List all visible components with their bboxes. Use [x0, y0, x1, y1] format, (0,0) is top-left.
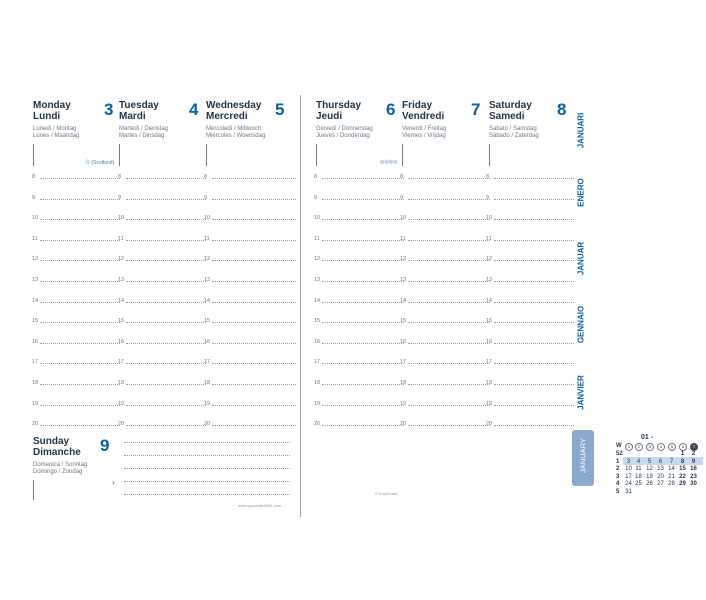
day-name-en: Thursday	[316, 100, 362, 111]
hour-label: 16	[204, 338, 211, 345]
mini-calendar-day[interactable]: 3	[626, 458, 631, 465]
mini-calendar-day[interactable]: 25	[635, 481, 642, 488]
hour-line[interactable]	[408, 281, 490, 282]
mini-calendar-day[interactable]: 27	[657, 481, 664, 488]
right-page	[300, 0, 697, 600]
week-header: W	[616, 443, 622, 449]
sunday-line[interactable]	[124, 468, 290, 469]
hour-label: 20	[32, 421, 39, 428]
hour-line[interactable]	[408, 199, 490, 200]
day-name-fr: Mardi	[119, 111, 146, 122]
day-name-fr: Lundi	[33, 111, 61, 122]
hour-line[interactable]	[322, 302, 404, 303]
hour-line[interactable]	[322, 281, 404, 282]
hour-label: 19	[32, 400, 39, 407]
mini-calendar-day[interactable]: 23	[690, 473, 697, 480]
hour-line[interactable]	[322, 260, 404, 261]
weekday-circle: 5	[668, 443, 676, 451]
hour-label: 10	[118, 215, 125, 222]
mini-calendar-day[interactable]: 11	[635, 466, 642, 473]
hour-line[interactable]	[408, 363, 490, 364]
hour-label: 15	[32, 318, 39, 325]
hour-label: 11	[486, 235, 492, 242]
mini-calendar-day[interactable]: 20	[657, 473, 664, 480]
hour-label: 17	[400, 359, 407, 366]
month-tab-january[interactable]	[572, 430, 594, 486]
hour-line[interactable]	[126, 363, 206, 364]
hour-label: 16	[314, 338, 321, 345]
note-bracket	[33, 480, 34, 500]
hour-label: 18	[486, 380, 493, 386]
hour-label: 8	[400, 174, 404, 180]
hour-line[interactable]	[322, 343, 404, 344]
day-translations-1: Lunedì / Montag	[33, 126, 77, 132]
mini-calendar-day[interactable]: 5	[647, 458, 652, 465]
hour-label: 18	[400, 380, 407, 386]
weekday-circle: 6	[679, 443, 687, 451]
day-translations-2: Sábado / Zaterdag	[489, 133, 539, 139]
week-number: 52	[616, 451, 623, 457]
day-translations-2: Jueves / Donderdag	[316, 133, 370, 139]
day-translations-1: Venerdì / Freitag	[402, 126, 447, 132]
hour-label: 17	[204, 359, 211, 366]
hour-line[interactable]	[40, 425, 120, 426]
hour-label: 14	[486, 297, 493, 304]
hour-label: 9	[118, 194, 122, 201]
note-bracket	[33, 144, 34, 166]
mini-calendar-day[interactable]: 24	[625, 481, 632, 488]
footer-url: www.quovadis2004.com	[238, 503, 282, 508]
hour-line[interactable]	[126, 219, 206, 220]
hour-line[interactable]	[494, 281, 574, 282]
hour-line[interactable]	[40, 178, 120, 179]
hour-label: 19	[204, 400, 211, 407]
hour-label: 12	[486, 256, 493, 263]
holiday-note: Ⓑ (Scotland)	[85, 160, 115, 166]
hour-label: 12	[400, 256, 407, 263]
hour-label: 20	[314, 421, 321, 428]
hour-label: 10	[486, 215, 493, 222]
hour-label: 11	[204, 235, 210, 242]
month-label-de: JANUAR	[576, 241, 586, 276]
hour-line[interactable]	[40, 281, 120, 282]
mini-calendar-day[interactable]: 28	[668, 481, 675, 488]
day-name-fr: Vendredi	[402, 111, 445, 122]
note-bracket	[206, 144, 207, 166]
month-label-nl: JANUARI	[576, 112, 586, 149]
day-translations-1: Domenica / Sonntag	[33, 462, 88, 468]
hour-line[interactable]	[40, 363, 120, 364]
sunday-line[interactable]	[124, 481, 290, 482]
note-bracket	[119, 144, 120, 166]
mini-calendar-title: 01 -	[641, 434, 654, 441]
mini-calendar-row	[616, 489, 706, 497]
mini-calendar-day[interactable]: 19	[646, 473, 653, 480]
month-tab-label: JANUARY	[578, 438, 588, 473]
day-name-fr: Jeudi	[316, 111, 343, 122]
hour-line[interactable]	[212, 199, 296, 200]
day-number: 6	[386, 100, 396, 119]
hour-label: 12	[314, 256, 321, 263]
week-number: 1	[616, 458, 620, 465]
hour-line[interactable]	[322, 219, 404, 220]
hour-line[interactable]	[126, 240, 206, 241]
hour-label: 10	[400, 215, 407, 222]
hour-label: 18	[118, 380, 125, 386]
day-translations-2: Domingo / Zondag	[33, 469, 83, 475]
hour-line[interactable]	[494, 405, 574, 406]
mini-calendar-day[interactable]: 29	[679, 481, 686, 488]
hour-line[interactable]	[126, 322, 206, 323]
hour-line[interactable]	[494, 343, 574, 344]
mini-calendar-day[interactable]: 8	[680, 458, 685, 465]
hour-line[interactable]	[322, 240, 404, 241]
month-label-es: ENERO	[576, 178, 586, 207]
mini-calendar-day[interactable]: 31	[625, 489, 632, 495]
hour-label: 13	[400, 277, 407, 283]
day-translations-1: Sabato / Samstag	[489, 126, 537, 132]
day-translations-1: Giovedì / Donnerstag	[316, 126, 373, 132]
hour-label: 16	[486, 338, 493, 345]
day-name-fr: Samedi	[489, 111, 525, 122]
month-label-fr: JANVIER	[576, 375, 586, 410]
day-number: 9	[100, 436, 110, 455]
hour-line[interactable]	[494, 178, 574, 179]
hour-line[interactable]	[408, 425, 490, 426]
hour-line[interactable]	[40, 343, 120, 344]
hour-label: 14	[400, 297, 407, 304]
hour-label: 13	[118, 277, 125, 283]
mini-calendar-day[interactable]: 30	[690, 481, 697, 488]
week-number: 5	[616, 489, 620, 495]
hour-line[interactable]	[40, 384, 120, 385]
hour-label: 12	[204, 256, 211, 263]
hour-label: 15	[204, 318, 211, 325]
weekday-circle: 1	[625, 443, 633, 451]
month-label-it: GENNAIO	[576, 305, 586, 344]
hour-line[interactable]	[408, 322, 490, 323]
hour-line[interactable]	[322, 405, 404, 406]
hour-line[interactable]	[212, 384, 296, 385]
mini-calendar-day[interactable]: 26	[646, 481, 653, 488]
hour-label: 14	[118, 297, 125, 304]
hour-label: 20	[204, 421, 211, 428]
hour-label: 20	[118, 421, 125, 428]
day-translations-2: Martes / Dinsdag	[119, 133, 165, 139]
hour-label: 10	[32, 215, 39, 222]
hour-line[interactable]	[408, 240, 490, 241]
hour-label: 15	[486, 318, 493, 325]
mini-calendar-day[interactable]: 10	[625, 466, 632, 473]
hour-line[interactable]	[212, 219, 296, 220]
day-translations-2: Lunes / Maandag	[33, 133, 80, 139]
hour-label: 11	[32, 235, 38, 242]
day-name-en: Saturday	[489, 100, 532, 111]
hour-label: 20	[400, 421, 407, 428]
day-name-en: Sunday	[33, 436, 70, 447]
hour-line[interactable]	[40, 260, 120, 261]
hour-label: 19	[486, 400, 493, 407]
hour-label: 14	[204, 297, 211, 304]
weekday-circle: 3	[646, 443, 654, 451]
hour-label: 8	[486, 174, 490, 180]
hour-label: 17	[314, 359, 321, 366]
hour-label: 18	[32, 380, 39, 386]
hour-line[interactable]	[494, 363, 574, 364]
hour-line[interactable]	[212, 363, 296, 364]
hour-label: 13	[314, 277, 321, 283]
mini-calendar-day[interactable]: 13	[657, 466, 664, 473]
hour-line[interactable]	[322, 199, 404, 200]
day-sunday[interactable]	[33, 436, 123, 500]
hour-line[interactable]	[212, 425, 296, 426]
hour-line[interactable]	[408, 260, 490, 261]
hour-line[interactable]	[212, 178, 296, 179]
hour-line[interactable]	[494, 384, 574, 385]
day-number: 7	[471, 100, 481, 119]
mini-calendar-day[interactable]: 7	[669, 458, 674, 465]
hour-label: 13	[486, 277, 493, 283]
hour-label: 17	[486, 359, 493, 366]
day-number: 8	[557, 100, 567, 119]
week-number: 2	[616, 466, 620, 473]
moon-phase-note: ◎◎◎◎	[380, 159, 398, 165]
note-bracket	[316, 144, 317, 166]
hour-line[interactable]	[126, 260, 206, 261]
mini-calendar-note: © M synt-calar	[375, 492, 398, 496]
hour-label: 9	[400, 194, 404, 201]
weekday-circle: 2	[635, 443, 643, 451]
hour-line[interactable]	[212, 240, 296, 241]
mini-calendar-day[interactable]: 4	[636, 458, 641, 465]
hour-line[interactable]	[126, 343, 206, 344]
hour-line[interactable]	[40, 322, 120, 323]
hour-label: 16	[400, 338, 407, 345]
hour-line[interactable]	[212, 322, 296, 323]
hour-line[interactable]	[494, 199, 574, 200]
hour-label: 8	[314, 174, 318, 180]
hour-line[interactable]	[212, 302, 296, 303]
hour-label: 13	[204, 277, 211, 283]
day-translations-1: Mercoledì / Mittwoch	[206, 126, 262, 132]
hour-line[interactable]	[408, 405, 490, 406]
chevron-right-icon: ›	[112, 478, 115, 487]
hour-line[interactable]	[40, 302, 120, 303]
hour-label: 9	[204, 194, 208, 201]
day-name-en: Friday	[402, 100, 433, 111]
hour-label: 19	[314, 400, 321, 407]
day-name-fr: Dimanche	[33, 447, 81, 458]
week-number: 4	[616, 481, 620, 488]
hour-label: 15	[314, 318, 321, 325]
mini-calendar-day[interactable]: 17	[625, 473, 632, 480]
left-page	[0, 0, 300, 600]
hour-label: 17	[118, 359, 125, 366]
hour-line[interactable]	[322, 178, 404, 179]
hour-label: 19	[118, 400, 125, 407]
hour-label: 16	[32, 338, 39, 345]
hour-label: 14	[32, 297, 39, 304]
hour-label: 12	[118, 256, 125, 263]
hour-line[interactable]	[408, 302, 490, 303]
hour-line[interactable]	[126, 199, 206, 200]
weekday-circle: 7	[690, 443, 698, 451]
hour-line[interactable]	[126, 302, 206, 303]
hour-label: 13	[32, 277, 39, 283]
note-bracket	[489, 144, 490, 166]
day-name-en: Wednesday	[206, 100, 262, 111]
hour-line[interactable]	[408, 384, 490, 385]
hour-line[interactable]	[212, 281, 296, 282]
sunday-line[interactable]	[124, 442, 290, 443]
hour-line[interactable]	[322, 322, 404, 323]
hour-line[interactable]	[494, 322, 574, 323]
hour-line[interactable]	[40, 405, 120, 406]
day-translations-2: Viernes / Vrijdag	[402, 133, 446, 139]
hour-line[interactable]	[494, 240, 574, 241]
hour-line[interactable]	[322, 384, 404, 385]
day-number: 4	[189, 100, 199, 119]
sunday-line[interactable]	[124, 494, 290, 495]
hour-label: 17	[32, 359, 39, 366]
hour-line[interactable]	[126, 425, 206, 426]
day-translations-2: Miércoles / Woensdag	[206, 133, 266, 139]
week-number: 3	[616, 473, 620, 480]
mini-calendar-day[interactable]: 1	[680, 451, 685, 457]
hour-line[interactable]	[40, 199, 120, 200]
mini-calendar-day[interactable]: 22	[679, 473, 686, 480]
day-number: 3	[104, 100, 114, 119]
note-bracket	[402, 144, 403, 166]
hour-label: 18	[314, 380, 321, 386]
hour-label: 15	[118, 318, 125, 325]
hour-label: 12	[32, 256, 39, 263]
hour-line[interactable]	[322, 363, 404, 364]
hour-line[interactable]	[494, 260, 574, 261]
day-name-en: Tuesday	[119, 100, 159, 111]
day-translations-1: Martedì / Dienstag	[119, 126, 169, 132]
hour-label: 9	[314, 194, 318, 201]
hour-line[interactable]	[212, 260, 296, 261]
hour-label: 20	[486, 421, 493, 428]
hour-label: 18	[204, 380, 211, 386]
hour-line[interactable]	[126, 405, 206, 406]
hour-label: 8	[118, 174, 122, 180]
hour-label: 8	[32, 174, 36, 180]
day-name-fr: Mercredi	[206, 111, 248, 122]
hour-line[interactable]	[408, 219, 490, 220]
hour-label: 9	[486, 194, 490, 201]
mini-calendar-day[interactable]: 21	[668, 473, 675, 480]
hour-line[interactable]	[322, 425, 404, 426]
hour-line[interactable]	[40, 240, 120, 241]
mini-calendar-day[interactable]: 6	[658, 458, 663, 465]
hour-label: 15	[400, 318, 407, 325]
hour-line[interactable]	[212, 343, 296, 344]
mini-calendar-day[interactable]: 2	[691, 451, 696, 457]
mini-calendar-day[interactable]: 18	[635, 473, 642, 480]
hour-line[interactable]	[494, 302, 574, 303]
hour-label: 11	[400, 235, 406, 242]
mini-calendar-day[interactable]: 15	[679, 466, 686, 473]
hour-line[interactable]	[408, 343, 490, 344]
hour-label: 19	[400, 400, 407, 407]
hour-line[interactable]	[212, 405, 296, 406]
hour-label: 11	[314, 235, 320, 242]
hour-line[interactable]	[126, 178, 206, 179]
hour-label: 10	[314, 215, 321, 222]
day-number: 5	[275, 100, 285, 119]
hour-line[interactable]	[40, 219, 120, 220]
mini-calendar-day[interactable]: 9	[691, 458, 696, 465]
hour-line[interactable]	[408, 178, 490, 179]
hour-label: 9	[32, 194, 36, 201]
weekday-circle: 4	[657, 443, 665, 451]
mini-calendar-day[interactable]: 12	[646, 466, 653, 473]
hour-line[interactable]	[494, 425, 574, 426]
mini-calendar-day[interactable]: 16	[690, 466, 697, 473]
day-name-en: Monday	[33, 100, 71, 111]
hour-line[interactable]	[126, 384, 206, 385]
hour-label: 8	[204, 174, 208, 180]
hour-label: 11	[118, 235, 124, 242]
hour-label: 14	[314, 297, 321, 304]
mini-calendar-day[interactable]: 14	[668, 466, 675, 473]
hour-label: 10	[204, 215, 211, 222]
hour-line[interactable]	[494, 219, 574, 220]
sunday-line[interactable]	[124, 455, 290, 456]
hour-label: 16	[118, 338, 125, 345]
hour-line[interactable]	[126, 281, 206, 282]
